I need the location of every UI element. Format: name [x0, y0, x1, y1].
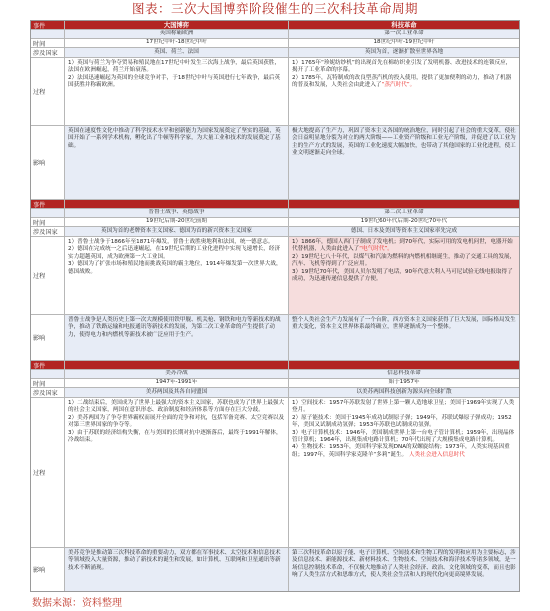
section-3-left-countries: 美苏两国及其各自同盟国 — [65, 388, 289, 397]
data-source: 数据来源：资料整理 — [32, 598, 122, 609]
section-3-right-name: 信息科技革命 — [289, 370, 519, 378]
section-2-left-countries: 英国为首的老牌资本主义国家、德国为首的新兴资本主义国家 — [65, 227, 289, 236]
section-2-left-impact: 普鲁士战争是人类历史上第一次大规模使用铁甲舰、机关枪、钢铁和电力等新技术的战争，推动了铁路运输和电报通讯等新技术的发展，为第二次工业革命的产生提供了动力，使得电力和内燃机等新技术被广泛应用于生产。 — [65, 315, 289, 360]
section-1-right-impact: 极大地提高了生产力，巩固了资本主义各国的统治地位，同时引起了社会的重大变革，使社会日益明显地分裂为对立的两大阶级——工业资产阶级和工业无产阶级，并促进了以工业为主的生产方式的发展，英国的工业化速度大幅加快，也带动了其他国家的工业化进程，使工业文明逐渐走向全球。 — [289, 126, 519, 199]
section-1-right-process — [289, 58, 519, 125]
section-3-time-row — [31, 379, 519, 388]
label-impact: 影响 — [31, 126, 65, 199]
section-1-right-time: 18世纪中叶-19世纪中叶 — [373, 39, 435, 46]
section-1-right-process-text: 1）1765年“珍妮纺纱机”的出现首先在棉纺织业引发了发明机器、改进技术的连锁反应，揭开了工业革命的序幕。 2）1785年，瓦特制成的改良型蒸汽机的投入使用，提供了更加便利的动力，推动了机器的普及和发展，人类社会由此进入了 — [292, 60, 512, 89]
section-2-right-process-text: 1）1866年，德国人西门子制成了发电机；到70年代，实际可用的发电机问世，电器开始代替机器，人类由此进入了 — [292, 239, 513, 253]
label-process: 过程 — [31, 58, 65, 125]
section-3-name-row — [31, 370, 519, 379]
section-1-left-time: 17世纪中叶-18世纪中叶 — [65, 39, 289, 47]
label-time: 时间 — [31, 379, 65, 387]
page-title: 图表：三次大国博弈阶段催生的三次科技革命周期 — [131, 1, 418, 16]
section-1-name-row — [31, 30, 519, 39]
label-blank — [31, 30, 65, 38]
section-3-left-impact: 美苏竞争是推动第三次科技革命的重要动力，双方都在军事技术、太空技术和信息技术等领域投入大量资源，推动了新技术的诞生和发展，如计算机、互联网和卫星通讯等新技术不断涌现。 — [65, 548, 289, 591]
section-1-left-name: 英国称霸欧洲 — [65, 30, 289, 38]
section-2-left-event — [65, 200, 289, 208]
section-1-event-row — [31, 21, 519, 30]
section-1-left-process: 1）英国与荷兰为争夺贸易和殖民地在17世纪中叶发生三次海上战争，最后英国获胜，法国在欧洲崛起，荷兰开始衰落。 2）法国迅速崛起为英国的全球竞争对手，于18世纪中叶与英国进行七年战争，最后英国获胜并称霸欧洲。 — [65, 58, 289, 125]
section-1-process-row — [31, 58, 519, 126]
label-event: 事件 — [31, 21, 65, 29]
label-event: 事件 — [31, 361, 65, 369]
label-process: 过程 — [31, 398, 65, 547]
section-2-right-process-rest: 2）19世纪七八十年代，以煤气和汽油为燃料的内燃机相继诞生，推动了交通工具的发展，汽车、飞机等得到了广泛应用。 3）19世纪70年代，美国人贝尔发明了电话，90年代意大利人马可尼试验无线电报取得了成功，为迅速传递信息提供了方便。 — [292, 253, 516, 283]
section-1-left-impact: 英国在速度性文化中推动了科学技术水平和创新能力为国家发展奠定了坚实的基础，英国开始了一系列学术机构，孵化出了牛顿等科学家，为大量工业和技术的发展奠定了基础。 — [65, 126, 289, 199]
section-3-left-name: 美苏冷战 — [65, 370, 289, 378]
section-1-left-countries: 英国、荷兰、法国 — [65, 48, 289, 57]
section-1-right-name: 第一次工业革命 — [289, 30, 519, 38]
comparison-table — [30, 20, 520, 592]
section-1-left-event: 大国博弈 — [65, 21, 289, 29]
section-1-right-countries: 英国为首，逐渐扩散至世界各地 — [289, 48, 519, 57]
section-2-right-countries: 德国、日本及美国等资本主义国家率先完成 — [289, 227, 519, 236]
label-countries: 涉及国家 — [31, 388, 65, 397]
label-time: 时间 — [31, 218, 65, 226]
section-2-right-name: 第二次工业革命 — [289, 209, 519, 217]
section-3-left-process: 1）二战结束后，美国成为了世界上最强大的资本主义国家，苏联也成为了世界上最强大的社会主义国家，两国在意识形态、政治制度和经济体系等方面存在巨大分歧。 2）美苏两国为了争夺世界霸权而展开全面的竞争和对抗，包括军备竞赛、太空竞赛以及对第三世界国家的争夺等。 3）由于苏联的经济结构失衡，在与美国的长期对抗中逐渐落后，最终于1991年解体，冷战结束。 — [65, 398, 289, 547]
section-2-countries-row — [31, 227, 519, 237]
section-2-left-time: 19世纪后期-20世纪前期 — [65, 218, 289, 226]
section-3-process-row — [31, 398, 519, 548]
section-2-name-row — [31, 209, 519, 218]
section-3-impact-row — [31, 548, 519, 591]
section-3-right-impact: 第三次科技革命以原子能、电子计算机、空间技术和生物工程的发明和应用为主要标志，涉及信息技术、新能源技术、新材料技术、生物技术、空间技术和海洋技术等诸多领域，是一场信息控制技术革命，不仅极大地推动了人类社会经济、政治、文化领域的变革，而且也影响了人类生活方式和思维方式，使人类社会生活和人的现代化向更高境界发展。 — [289, 548, 519, 591]
label-blank — [31, 209, 65, 217]
section-1-right-event: 科技革命 — [289, 21, 519, 29]
section-3-right-process-highlight: 人类社会进入信息时代 — [408, 451, 465, 458]
label-countries: 涉及国家 — [31, 48, 65, 57]
label-impact: 影响 — [31, 548, 65, 591]
section-3-event-row — [31, 361, 519, 370]
section-1-time-row — [31, 39, 519, 48]
label-blank — [31, 370, 65, 378]
section-2-left-name: 普鲁士战争、英德战争 — [65, 209, 289, 217]
section-3-countries-row — [31, 388, 519, 398]
section-3-right-time: 始于1957年 — [388, 379, 420, 386]
section-2-right-time: 19世纪60年代后期-20世纪70年代 — [360, 218, 448, 225]
label-impact: 影响 — [31, 315, 65, 360]
section-2-right-event — [289, 200, 519, 208]
section-1-countries-row — [31, 48, 519, 58]
section-2-right-process — [289, 237, 519, 314]
label-time: 时间 — [31, 39, 65, 47]
label-process: 过程 — [31, 237, 65, 314]
section-3-right-process — [289, 398, 519, 547]
section-3-right-countries: 以美苏两国科技创新为源头向全球扩散 — [289, 388, 519, 397]
section-2-time-row — [31, 218, 519, 227]
section-2-event-row — [31, 200, 519, 209]
section-1-right-process-highlight: “蒸汽时代”。 — [381, 82, 416, 89]
section-2-right-impact: 整个人类社会生产力发展有了一个台阶，西方资本主义国家获得了巨大发展，国际格局发生重大变化，资本主义世界体系最终确立，世界逐渐成为一个整体。 — [289, 315, 519, 360]
section-2-process-row — [31, 237, 519, 315]
label-event: 事件 — [31, 200, 65, 208]
section-2-right-process-highlight: “电气时代”。 — [359, 246, 393, 253]
section-3-left-event — [65, 361, 289, 369]
section-3-right-event — [289, 361, 519, 369]
section-2-impact-row — [31, 315, 519, 361]
section-2-left-process: 1）普鲁士战争于1866年至1871年爆发，普鲁士战胜奥地利和法国，统一德意志。 2）德国在完成统一之后迅速崛起，在19世纪后期的工业化进程中实现飞速增长，经济实力超越英国，成为欧洲第一大工业国。 3）德国为了扩张市场和殖民地而挑战英国的霸主地位，1914年爆发第一次世界大战，德国战败。 — [65, 237, 289, 314]
section-1-impact-row — [31, 126, 519, 200]
section-3-left-time: 1947年-1991年 — [65, 379, 289, 387]
label-countries: 涉及国家 — [31, 227, 65, 236]
section-3-right-process-text: 1）空间技术：1957年苏联发射了世界上第一颗人造地球卫星；美国于1969年实现了人类登月。 2）原子能技术：美国于1945年成功试制原子弹；1949年，苏联试爆原子弹成功；1952年，美国又试制成功氢弹；1953年苏联也试制成功氢弹。 3）电子计算机技术：1946年，美国制成世界上第一台电子管计算机；1959年，出现晶体管计算机；1964年，出现集成电路计算机；70年代出现了大规模集成电路计算机。 4）生物技术：1953年，美国科学家发现DNA的双螺旋结构；1973年，人类实现基因重组；1997年，英国科学家克隆羊“多莉”诞生。 — [292, 400, 515, 458]
